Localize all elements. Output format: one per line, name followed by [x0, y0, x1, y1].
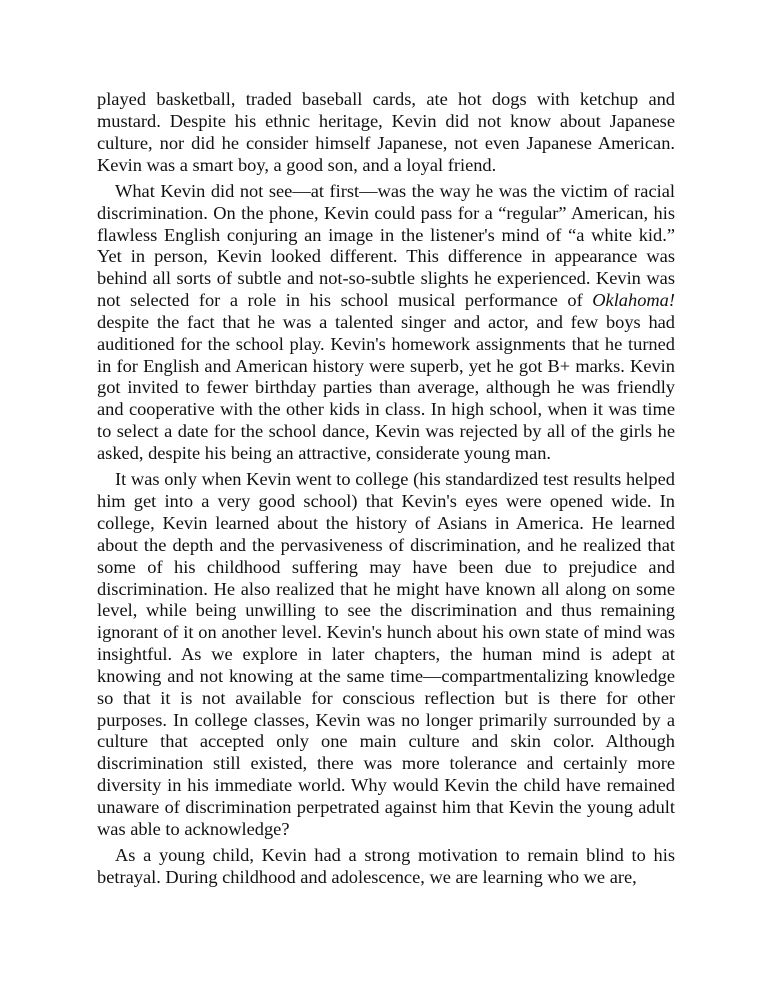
paragraph-2-text-end: despite the fact that he was a talented singer and actor, and few boys had auditioned for the school play. Kevin's homework assignments that he turned in for English and American history were superb, yet he got B+ marks. Kevin got invited to fewer birthday parties than average, although he was friendly and cooperative with the other kids in class. In high school, when it was time to select a date for the school dance, Kevin was rejected by all of the girls he asked, despite his being an attractive, considerate young man.	[97, 311, 675, 463]
play-title-italic: Oklahoma!	[592, 290, 675, 311]
paragraph-1: played basketball, traded baseball cards, ate hot dogs with ketchup and mustard. Despite his ethnic heritage, Kevin did not know about Japanese culture, nor did he consider himself Japanese, not even Japanese American. Kevin was a smart boy, a good son, and a loyal friend.	[97, 89, 675, 175]
paragraph-3: It was only when Kevin went to college (his standardized test results helped him get into a very good school) that Kevin's eyes were opened wide. In college, Kevin learned about the history of Asians in America. He learned about the depth and the pervasiveness of discrimination, and he realized that some of his childhood suffering may have been due to prejudice and discrimination. He also realized that he might have known all along on some level, while being unwilling to see the discrimination and thus remaining ignorant of it on another level. Kevin's hunch about his own state of mind was insightful. As we explore in later chapters, the human mind is adept at knowing and not knowing at the same time—compartmentalizing knowledge so that it is not available for conscious reflection but is there for other purposes. In college classes, Kevin was no longer primarily surrounded by a culture that accepted only one main culture and skin color. Although discrimination still existed, there was more tolerance and certainly more diversity in his immediate world. Why would Kevin the child have remained unaware of discrimination perpetrated against him that Kevin the young adult was able to acknowledge?	[97, 469, 675, 839]
paragraph-2-text-start: What Kevin did not see—at first—was the way he was the victim of racial discrimination. On the phone, Kevin could pass for a “regular” American, his flawless English conjuring an image in the listener's mind of “a white kid.” Yet in person, Kevin looked different. This difference in appearance was behind all sorts of subtle and not-so-subtle slights he experienced. Kevin was not selected for a role in his school musical performance of	[97, 180, 675, 311]
paragraph-2	[97, 181, 675, 465]
document-page	[97, 89, 675, 889]
paragraph-4: As a young child, Kevin had a strong motivation to remain blind to his betrayal. During childhood and adolescence, we are learning who we are,	[97, 845, 675, 888]
